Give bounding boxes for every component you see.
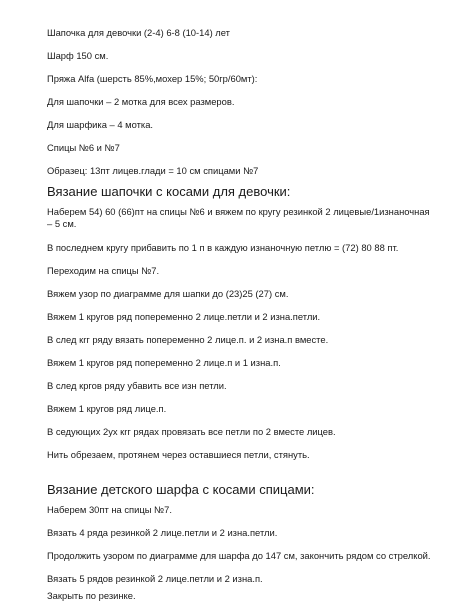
scarf-step-2: Вязать 4 ряда резинкой 2 лице.петли и 2 изна.петли. bbox=[47, 527, 278, 538]
intro-size-line: Шапочка для девочки (2-4) 6-8 (10-14) лет bbox=[47, 27, 230, 38]
intro-scarf-length: Шарф 150 см. bbox=[47, 50, 109, 61]
intro-scarf-yarn-amount: Для шарфика – 4 мотка. bbox=[47, 119, 154, 130]
scarf-section-heading: Вязание детского шарфа с косами спицами: bbox=[47, 482, 315, 497]
intro-hat-yarn-amount: Для шапочки – 2 мотка для всех размеров. bbox=[47, 96, 235, 107]
hat-step-9: Вяжем 1 кругов ряд лице.п. bbox=[47, 403, 167, 414]
scarf-step-5: Закрыть по резинке. bbox=[47, 590, 136, 601]
scarf-step-1: Наберем 30пт на спицы №7. bbox=[47, 504, 172, 515]
hat-step-8: В след кргов ряду убавить все изн петли. bbox=[47, 380, 227, 391]
hat-step-7: Вяжем 1 кругов ряд попеременно 2 лице.п и 1 изна.п. bbox=[47, 357, 281, 368]
scarf-step-4: Вязать 5 рядов резинкой 2 лице.петли и 2 изна.п. bbox=[47, 573, 263, 584]
hat-step-5: Вяжем 1 кругов ряд попеременно 2 лице.петли и 2 изна.петли. bbox=[47, 311, 321, 322]
hat-step-3: Переходим на спицы №7. bbox=[47, 265, 160, 276]
hat-step-4: Вяжем узор по диаграмме для шапки до (23)25 (27) см. bbox=[47, 288, 289, 299]
hat-step-11: Нить обрезаем, протянем через оставшиеся петли, стянуть. bbox=[47, 449, 310, 460]
hat-step-1: Наберем 54) 60 (66)пт на спицы №6 и вяжем по кругу резинкой 2 лицевые/1изнаночная – 5 см. bbox=[47, 206, 430, 229]
scarf-step-3: Продолжить узором по диаграмме для шарфа до 147 см, закончить рядом со стрелкой. bbox=[47, 550, 431, 561]
hat-step-6: В след кrг ряду вязать попеременно 2 лице.п. и 2 изна.п вместе. bbox=[47, 334, 329, 345]
hat-section-heading: Вязание шапочки с косами для девочки: bbox=[47, 184, 291, 199]
hat-step-2: В последнем кругу прибавить по 1 п в каждую изнаночную петлю = (72) 80 88 пт. bbox=[47, 242, 399, 253]
intro-yarn: Пряжа Alfa (шерсть 85%,мохер 15%; 50гр/60мт): bbox=[47, 73, 258, 84]
intro-gauge: Образец: 13пт лицев.глади = 10 см спицами №7 bbox=[47, 165, 259, 176]
hat-step-10: В седующих 2ух кrг рядах провязать все петли по 2 вместе лицев. bbox=[47, 426, 336, 437]
intro-needles: Спицы №6 и №7 bbox=[47, 142, 120, 153]
